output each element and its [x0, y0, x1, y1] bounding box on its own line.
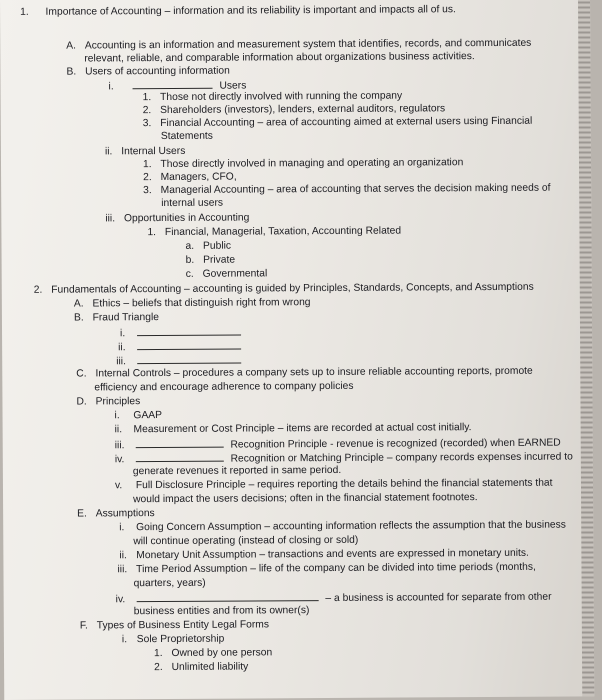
item-text: Internal Controls – procedures a company sets up to insure reliable accounting reports, promote — [95, 365, 533, 380]
principle-v-continued: would impact the users decisions; often in the financial statement footnotes. — [133, 492, 478, 506]
roman-marker: iii. — [114, 440, 125, 452]
fill-in-blank[interactable] — [137, 325, 241, 337]
internal-item-1 — [143, 156, 463, 171]
section-number: 2. — [33, 284, 43, 296]
opportunities-heading — [105, 211, 249, 225]
list-letter: b. — [185, 254, 195, 266]
list-text: Governmental — [202, 268, 268, 280]
opportunity-sub-c — [186, 267, 268, 280]
list-text: Those directly involved in managing and operating an organization — [160, 157, 464, 171]
list-number: 3. — [143, 185, 152, 197]
opportunities-label: Opportunities in Accounting — [123, 212, 250, 225]
opportunities-item-1 — [147, 225, 401, 240]
list-text: Managerial Accounting – area of accounting that serves the decision making needs of — [160, 182, 551, 197]
fill-in-blank[interactable] — [136, 590, 318, 602]
assumption-i-continued: will continue operating (instead of closing or sold) — [133, 534, 359, 548]
assumption-i — [119, 519, 566, 535]
item-2c — [76, 365, 533, 381]
roman-marker: i. — [121, 634, 128, 646]
item-2e — [77, 507, 155, 520]
section-1-heading — [20, 3, 456, 19]
roman-marker: iii. — [117, 564, 128, 576]
list-text: Unlimited liability — [171, 661, 249, 673]
item-marker: B. — [66, 66, 77, 78]
list-letter: a. — [185, 240, 195, 252]
principle-text: GAAP — [133, 410, 163, 422]
item-marker: F. — [79, 620, 88, 632]
principle-text: Measurement or Cost Principle – items are recorded at actual cost initially. — [133, 422, 472, 436]
item-marker: D. — [76, 396, 87, 408]
item-2f — [80, 618, 269, 632]
assumption-text: Going Concern Assumption – accounting information reflects the assumption that the business — [136, 519, 566, 534]
internal-item-3-continued: internal users — [161, 197, 224, 210]
assumption-text: – a business is accounted for separate from other — [325, 591, 552, 605]
assumption-ii — [119, 547, 529, 563]
list-text: Financial Accounting – area of accounting aimed at external users using Financial — [160, 115, 533, 130]
principle-i — [115, 409, 163, 422]
section-2-heading — [34, 281, 534, 297]
item-marker: B. — [73, 312, 84, 324]
assumption-text: Monetary Unit Assumption – transactions and events are expressed in monetary units. — [136, 547, 529, 562]
list-text: Financial, Managerial, Taxation, Accounting Related — [164, 225, 402, 238]
fill-in-blank[interactable] — [133, 78, 213, 89]
assumption-iii — [117, 561, 535, 577]
roman-marker: v. — [114, 480, 123, 492]
roman-marker: ii. — [119, 550, 127, 562]
principle-iv-continued: generate revenues it reported in same period. — [132, 464, 342, 478]
list-number: 1. — [142, 92, 152, 104]
roman-marker: i. — [120, 328, 126, 340]
roman-marker: iv. — [114, 454, 125, 466]
internal-item-2 — [143, 171, 237, 185]
users-item-3-continued: Statements — [160, 130, 213, 143]
assumption-iv-continued: business entities and from its owner(s) — [133, 605, 310, 618]
roman-marker: ii. — [114, 424, 123, 436]
fill-in-blank[interactable] — [137, 353, 241, 365]
list-text: Managers, CFO, — [160, 171, 237, 184]
assumption-text: Time Period Assumption – life of the company can be divided into time periods (months, — [136, 561, 536, 576]
principle-ii — [115, 421, 472, 436]
item-text: Accounting is an information and measurement system that identifies, records, and communicates — [84, 37, 532, 52]
principle-text: Recognition or Matching Principle – company records expenses incurred to — [230, 451, 573, 465]
item-1a-continued: relevant, reliable, and comparable information about organizations business activities. — [84, 51, 475, 65]
item-2a — [74, 296, 311, 310]
item-2d — [76, 395, 140, 408]
item-marker: A. — [66, 40, 77, 52]
users-item-3 — [143, 115, 533, 130]
list-text: Private — [203, 254, 236, 266]
roman-marker: i. — [108, 81, 114, 93]
list-text: Owned by one person — [171, 647, 273, 659]
fill-in-blank[interactable] — [136, 451, 224, 463]
roman-marker: i. — [119, 522, 125, 534]
roman-marker: iii. — [105, 213, 116, 225]
item-text: Ethics – beliefs that distinguish right from wrong — [92, 297, 311, 310]
roman-marker: ii. — [104, 146, 113, 158]
list-number: 2. — [154, 662, 163, 674]
item-marker: C. — [76, 368, 87, 380]
list-letter: c. — [185, 268, 194, 280]
assumption-iii-continued: quarters, years) — [133, 577, 206, 590]
item-text: Users of accounting information — [85, 65, 230, 78]
section-title: Importance of Accounting – information and its reliability is important and impacts all of us. — [45, 4, 456, 18]
principle-text: Recognition Principle - revenue is recognized (recorded) when EARNED — [230, 437, 561, 451]
roman-marker: iv. — [115, 594, 126, 606]
item-text: Fraud Triangle — [92, 312, 159, 324]
users-label: Users — [219, 80, 247, 92]
fill-in-blank[interactable] — [136, 437, 224, 449]
list-number: 2. — [142, 105, 152, 117]
item-2b — [74, 311, 159, 325]
roman-marker: i. — [114, 410, 120, 422]
internal-users-label: Internal Users — [121, 145, 186, 158]
roman-marker: iii. — [116, 356, 126, 368]
opportunity-sub-a — [185, 240, 231, 253]
section-title: Fundamentals of Accounting – accounting is guided by Principles, Standards, Concepts, and Assumptions — [51, 281, 534, 296]
item-marker: A. — [73, 298, 84, 310]
item-1b — [66, 65, 229, 79]
roman-marker: ii. — [118, 342, 126, 354]
list-number: 1. — [142, 159, 152, 171]
paper-edge — [578, 0, 594, 696]
list-text: Those not directly involved with running the company — [160, 90, 403, 104]
list-text: Shareholders (investors), lenders, external auditors, regulators — [160, 103, 446, 117]
assumption-iv — [116, 589, 552, 607]
principle-iv — [115, 449, 573, 467]
principle-v — [115, 477, 553, 493]
internal-users-heading — [105, 145, 185, 158]
entity-i — [122, 633, 225, 647]
list-number: 1. — [153, 648, 163, 660]
list-number: 1. — [147, 227, 157, 239]
fill-in-blank[interactable] — [137, 339, 241, 351]
principle-text: Full Disclosure Principle – requires reporting the details behind the financial statements that — [135, 477, 553, 492]
entity-text: Sole Proprietorship — [136, 633, 225, 646]
list-number: 3. — [142, 118, 152, 130]
item-text: Principles — [95, 396, 141, 408]
item-2c-continued: efficiency and encourage adherence to company policies — [94, 380, 354, 394]
item-text: Assumptions — [95, 508, 155, 520]
entity-item-1 — [154, 646, 272, 660]
item-marker: E. — [77, 508, 87, 520]
opportunity-sub-b — [186, 254, 236, 267]
list-text: Public — [202, 240, 232, 252]
entity-item-2 — [154, 660, 248, 674]
list-number: 2. — [143, 172, 152, 184]
item-text: Types of Business Entity Legal Forms — [96, 619, 270, 632]
section-number: 1. — [20, 6, 29, 18]
internal-item-3 — [143, 182, 550, 197]
